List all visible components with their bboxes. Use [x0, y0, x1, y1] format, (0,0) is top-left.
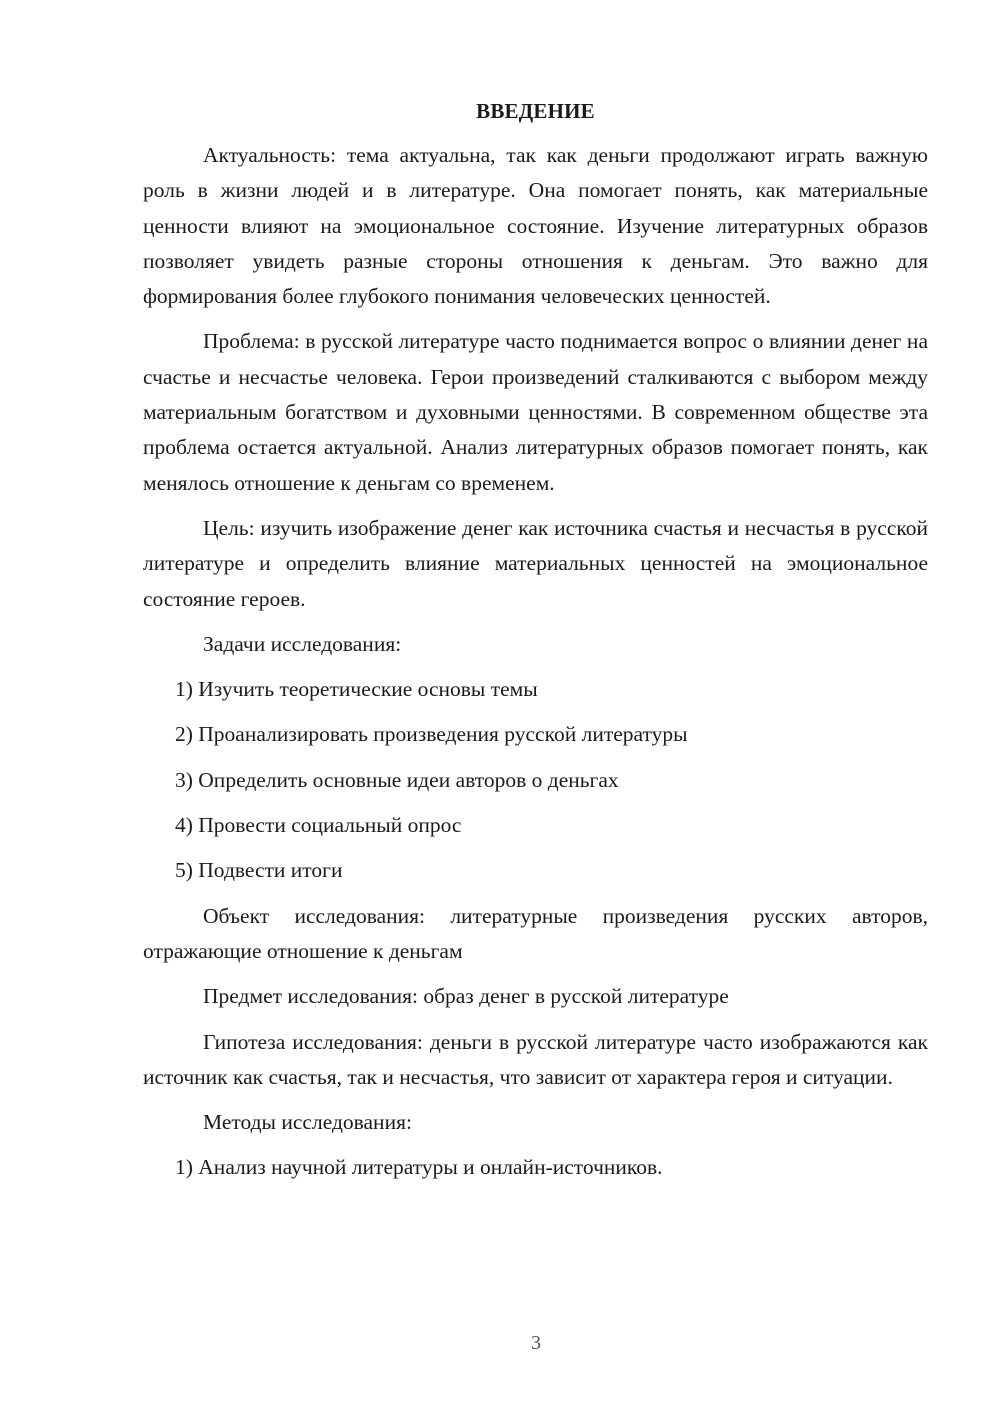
problem-paragraph: Проблема: в русской литературе часто поднимается вопрос о влиянии денег на счастье и несчастье человека. Герои произведений сталкиваются с выбором между материальным богатством и духовными ценностями. В современном обществе эта проблема остается актуальной. Анализ литературных образов помогает понять, как менялось отношение к деньгам со временем. [143, 329, 928, 495]
goal-paragraph: Цель: изучить изображение денег как источника счастья и несчастья в русской литературе и определить влияние материальных ценностей на эмоциональное состояние героев. [143, 515, 928, 611]
list-item: 4) Провести социальный опрос [175, 813, 462, 838]
page-number: 3 [531, 1332, 541, 1354]
subject-paragraph: Предмет исследования: образ денег в русской литературе [203, 984, 729, 1009]
tasks-heading: Задачи исследования: [203, 631, 402, 656]
tasks-list [143, 672, 928, 888]
list-item: 1) Изучить теоретические основы темы [175, 677, 538, 702]
list-item: 1) Анализ научной литературы и онлайн-источников. [175, 1155, 663, 1180]
methods-heading: Методы исследования: [203, 1110, 412, 1135]
hypothesis-paragraph: Гипотеза исследования: деньги в русской литературе часто изображаются как источник как счастья, так и несчастья, что зависит от характера героя и ситуации. [143, 1029, 928, 1089]
list-item: 3) Определить основные идеи авторов о деньгах [175, 767, 619, 792]
page-title: ВВЕДЕНИЕ [476, 99, 595, 123]
document-page [143, 96, 928, 1196]
object-paragraph: Объект исследования: литературные произведения русских авторов, отражающие отношение к деньгам [143, 903, 928, 963]
relevance-paragraph: Актуальность: тема актуальна, так как деньги продолжают играть важную роль в жизни людей и в литературе. Она помогает понять, как материальные ценности влияют на эмоциональное состояние. Изучение литературных образов позволяет увидеть разные стороны отношения к деньгам. Это важно для формирования более глубокого понимания человеческих ценностей. [143, 143, 928, 309]
list-item: 5) Подвести итоги [175, 858, 343, 883]
list-item: 2) Проанализировать произведения русской литературы [175, 722, 688, 747]
methods-list [143, 1150, 928, 1185]
